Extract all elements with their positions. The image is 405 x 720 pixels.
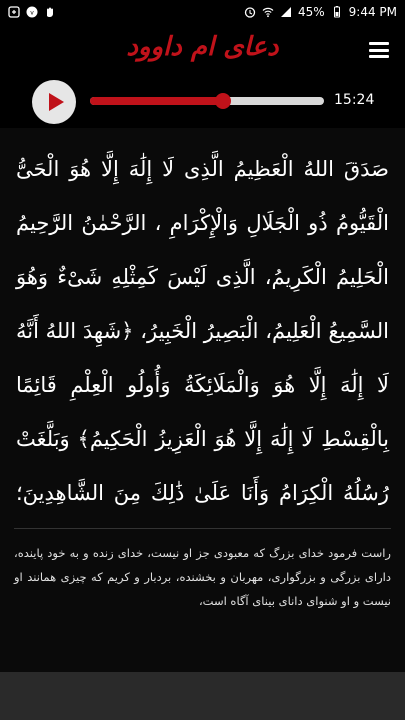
battery-icon	[331, 6, 343, 18]
play-icon	[49, 93, 64, 111]
alarm-icon	[244, 6, 256, 18]
status-right-icons	[244, 5, 397, 19]
play-button[interactable]	[32, 80, 76, 124]
seek-bar[interactable]	[90, 97, 324, 105]
app-bar	[0, 24, 405, 80]
battery-percent: 45%	[297, 5, 325, 19]
app-title: دعای ام داوود	[126, 32, 279, 62]
menu-icon	[369, 42, 389, 45]
prayer-content[interactable]	[0, 128, 405, 672]
wifi-icon	[262, 6, 274, 18]
hand-icon	[44, 6, 56, 18]
audio-player	[0, 78, 405, 126]
seek-thumb[interactable]	[215, 93, 231, 109]
bottom-bar	[0, 672, 405, 720]
menu-button[interactable]	[369, 42, 389, 58]
vpn-icon	[8, 6, 20, 18]
persian-translation: راست فرمود خدای بزرگ که معبودی جز او نیست، خدای زنده و به خود پاینده، دارای بزرگی و بزرگواری، مهربان و بخشنده، بردبار و کریم که چیزی همانند او نیست و او شنوای دانای بینای آگاه است،	[14, 546, 391, 608]
seek-progress	[90, 97, 223, 105]
notification-icon	[26, 6, 38, 18]
status-time: 9:44 PM	[348, 5, 397, 19]
arabic-text: صَدَقَ اللهُ الْعَظِيمُ الَّذِى لَا إِلَٰهَ إِلَّا هُوَ الْحَىُّ الْقَيُّومُ ذُو الْجَلَالِ وَالْإِكْرَامِ ، الرَّحْمٰنُ الرَّحِيمُ الْحَلِيمُ الْكَرِيمُ، الَّذِى لَيْسَ كَمِثْلِهِ شَىْءٌ وَهُوَ السَّمِيعُ الْعَلِيمُ، الْبَصِيرُ الْخَبِيرُ، ﴿شَهِدَ اللهُ أَنَّهُ لَا إِلَٰهَ إِلَّا هُوَ وَالْمَلَائِكَةُ وَأُولُو الْعِلْمِ قَائِمًا بِالْقِسْطِ لَا إِلَٰهَ إِلَّا هُوَ الْعَزِيزُ الْحَكِيمُ﴾ وَبَلَّغَتْ رُسُلُهُ الْكِرَامُ وَأَنَا عَلَىٰ ذَٰلِكَ مِنَ الشَّاهِدِينَ؛	[16, 157, 389, 505]
svg-text:v: v	[30, 9, 34, 17]
status-bar	[0, 0, 405, 24]
status-left-icons	[8, 6, 56, 18]
signal-icon	[280, 6, 292, 18]
duration-label: 15:24	[334, 92, 375, 108]
